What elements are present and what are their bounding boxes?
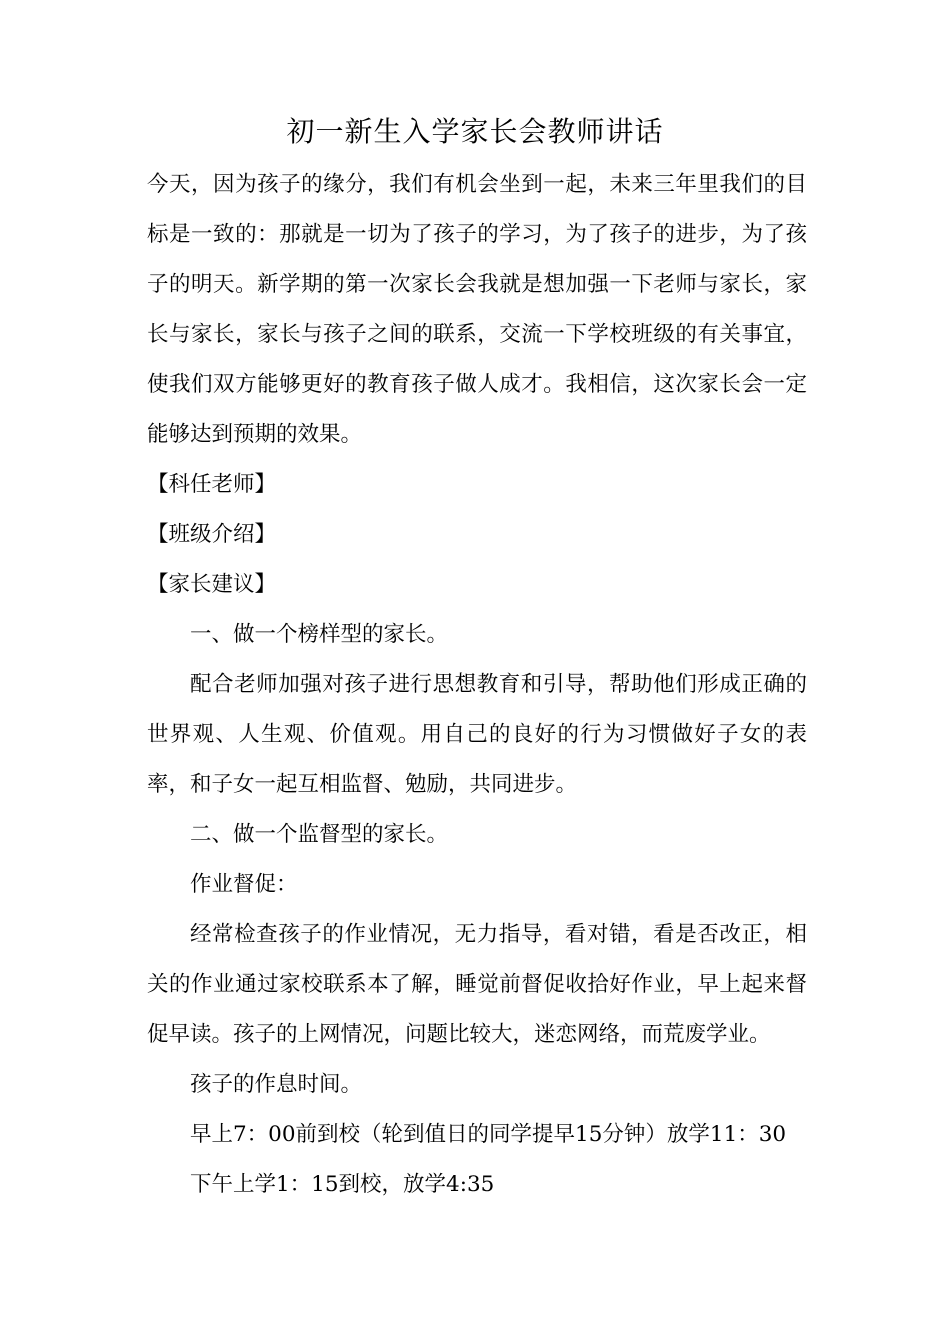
- section-heading-class-intro: 【班级介绍】: [147, 522, 277, 547]
- morning-schedule: 早上7：00前到校（轮到值日的同学提早15分钟）放学11：30: [190, 1122, 787, 1147]
- schedule-label: 孩子的作息时间。: [190, 1072, 363, 1097]
- homework-paragraph: 经常检查孩子的作业情况，无力指导，看对错，看是否改正，相关的作业通过家校联系本了解，睡觉前督促收拾好作业，早上起来督促早读。孩子的上网情况，问题比较大，迷恋网络，而荒废学业。: [147, 922, 807, 1047]
- role-model-paragraph: 配合老师加强对孩子进行思想教育和引导，帮助他们形成正确的世界观、人生观、价值观。用自己的良好的行为习惯做好子女的表率，和子女一起互相监督、勉励，共同进步。: [147, 672, 807, 797]
- document-title: 初一新生入学家长会教师讲话: [286, 115, 664, 148]
- section-heading-parent-advice: 【家长建议】: [147, 572, 277, 597]
- document-body: [147, 160, 807, 1210]
- afternoon-schedule: 下午上学1：15到校，放学4:35: [190, 1172, 495, 1197]
- advice-heading-supervisor: 二、做一个监督型的家长。: [190, 822, 449, 847]
- section-heading-teachers: 【科任老师】: [147, 472, 277, 497]
- advice-heading-role-model: 一、做一个榜样型的家长。: [190, 622, 449, 647]
- homework-supervision-label: 作业督促：: [190, 872, 298, 897]
- intro-paragraph: 今天，因为孩子的缘分，我们有机会坐到一起，未来三年里我们的目标是一致的：那就是一切为了孩子的学习，为了孩子的进步，为了孩子的明天。新学期的第一次家长会我就是想加强一下老师与家长，家长与家长，家长与孩子之间的联系，交流一下学校班级的有关事宜，使我们双方能够更好的教育孩子做人成才。我相信，这次家长会一定能够达到预期的效果。: [147, 172, 807, 447]
